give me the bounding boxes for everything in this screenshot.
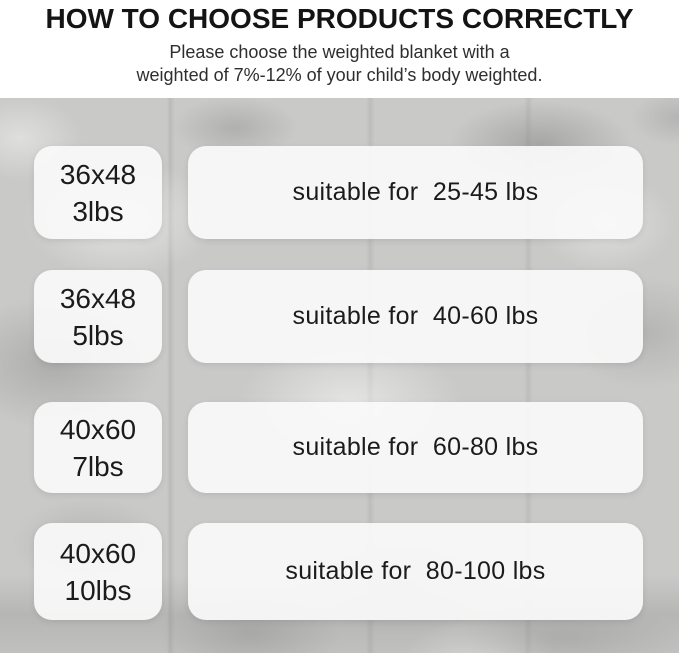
size-row-3lbs [0, 146, 679, 239]
suitability-label: suitable for 25-45 lbs [292, 178, 539, 206]
suitability-label: suitable for 40-60 lbs [292, 302, 539, 330]
weight-label: 5lbs [72, 319, 124, 351]
subtitle [0, 41, 679, 87]
suitability-card [188, 146, 643, 239]
weight-label: 10lbs [64, 574, 132, 606]
suitability-label: suitable for 60-80 lbs [292, 433, 539, 461]
size-row-5lbs [0, 270, 679, 363]
blanket-background [0, 98, 679, 653]
weight-label: 3lbs [72, 195, 124, 227]
size-weight-card [34, 146, 162, 239]
size-weight-card [34, 402, 162, 493]
suitability-card [188, 402, 643, 493]
suitability-card [188, 270, 643, 363]
subtitle-line-1: Please choose the weighted blanket with a [169, 42, 510, 62]
suitability-card [188, 523, 643, 620]
size-label: 36x48 [59, 282, 137, 314]
subtitle-line-2: weighted of 7%-12% of your child’s body weighted. [136, 65, 543, 85]
suitability-label: suitable for 80-100 lbs [285, 557, 546, 585]
size-weight-card [34, 523, 162, 620]
size-label: 40x60 [59, 537, 137, 569]
page-title: HOW TO CHOOSE PRODUCTS CORRECTLY [45, 3, 634, 34]
header [0, 0, 679, 98]
size-weight-card [34, 270, 162, 363]
size-row-10lbs [0, 523, 679, 620]
size-label: 36x48 [59, 158, 137, 190]
weight-label: 7lbs [72, 450, 124, 482]
size-label: 40x60 [59, 413, 137, 445]
size-row-7lbs [0, 402, 679, 493]
